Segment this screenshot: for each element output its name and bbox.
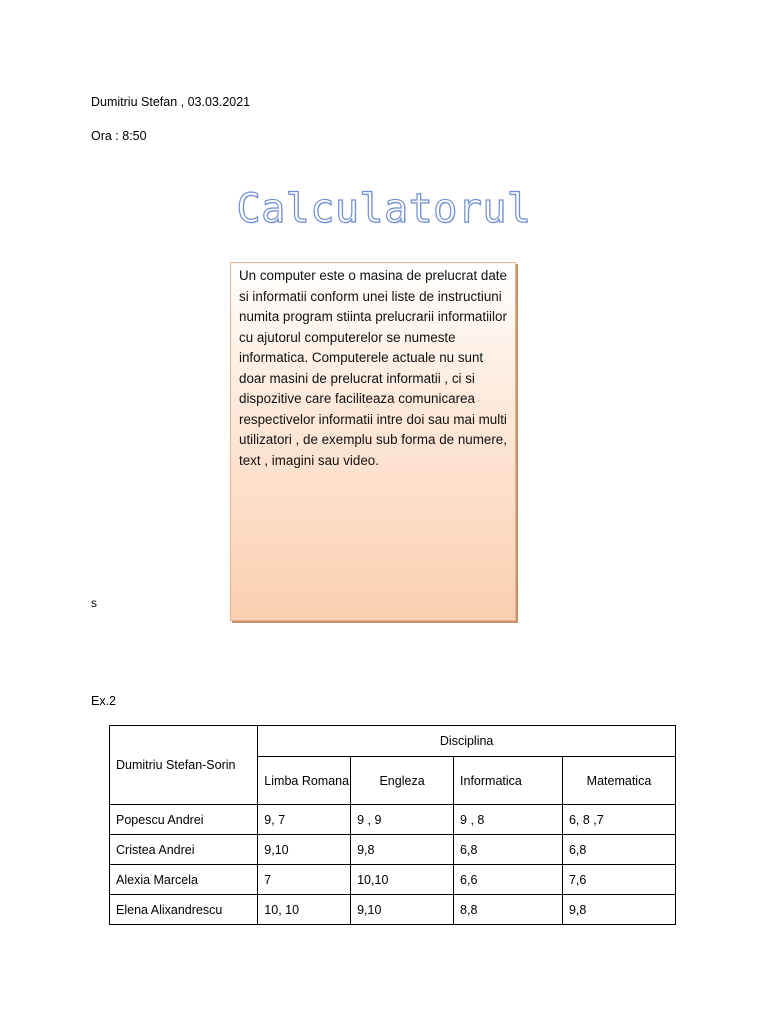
table-row — [110, 895, 676, 925]
description-textbox — [230, 262, 516, 621]
document-title: Calculatorul — [236, 186, 532, 232]
subject-header-cell — [258, 757, 351, 805]
subject-header-cell — [562, 757, 675, 805]
subject-header: Limba Romana — [264, 773, 350, 788]
table-row — [110, 865, 676, 895]
exercise-label: Ex.2 — [91, 694, 117, 708]
subject-header-cell — [351, 757, 454, 805]
grade-cell: 6, 8 ,7 — [562, 805, 675, 835]
grade-cell: 9 , 9 — [351, 805, 454, 835]
grades-table — [109, 725, 676, 925]
grade-cell: 10,10 — [351, 865, 454, 895]
group-header: Disciplina — [439, 734, 494, 748]
student-name-cell: Cristea Andrei — [110, 835, 258, 865]
grade-cell: 9,10 — [258, 835, 351, 865]
student-header-cell — [110, 726, 258, 805]
author-date-line: Dumitriu Stefan , 03.03.2021 — [91, 95, 251, 109]
stray-character: s — [91, 596, 97, 610]
grade-cell: 9,8 — [562, 895, 675, 925]
time-line: Ora : 8:50 — [91, 129, 147, 143]
subject-header-cell — [454, 757, 563, 805]
table-header-row — [110, 726, 676, 757]
description-text: Un computer este o masina de prelucrat date si informatii conform unei liste de instructiuni numita program stiinta prelucrarii informatiilor cu ajutorul computerelor se numeste informatica. Computerele actuale nu sunt doar masini de prelucrat informatii , ci si dispozitive care faciliteaza comunicarea respectivelor informatii intre doi sau mai multi utilizatori , de exemplu sub forma de numere, text , imagini sau video. — [239, 268, 507, 468]
student-name-cell: Popescu Andrei — [110, 805, 258, 835]
subject-header: Informatica — [460, 773, 522, 788]
grade-cell: 6,8 — [454, 835, 563, 865]
grade-cell: 8,8 — [454, 895, 563, 925]
grade-cell: 9,10 — [351, 895, 454, 925]
grade-cell: 9,8 — [351, 835, 454, 865]
table-row — [110, 835, 676, 865]
subject-header: Matematica — [586, 773, 652, 788]
grade-cell: 10, 10 — [258, 895, 351, 925]
student-name-cell: Alexia Marcela — [110, 865, 258, 895]
group-header-cell — [258, 726, 676, 757]
student-name-cell: Elena Alixandrescu — [110, 895, 258, 925]
student-header: Dumitriu Stefan-Sorin — [116, 758, 236, 772]
grade-cell: 9, 7 — [258, 805, 351, 835]
grade-cell: 6,8 — [562, 835, 675, 865]
table-row — [110, 805, 676, 835]
grade-cell: 6,6 — [454, 865, 563, 895]
grade-cell: 9 , 8 — [454, 805, 563, 835]
grade-cell: 7 — [258, 865, 351, 895]
grade-cell: 7,6 — [562, 865, 675, 895]
subject-header: Engleza — [379, 773, 425, 788]
